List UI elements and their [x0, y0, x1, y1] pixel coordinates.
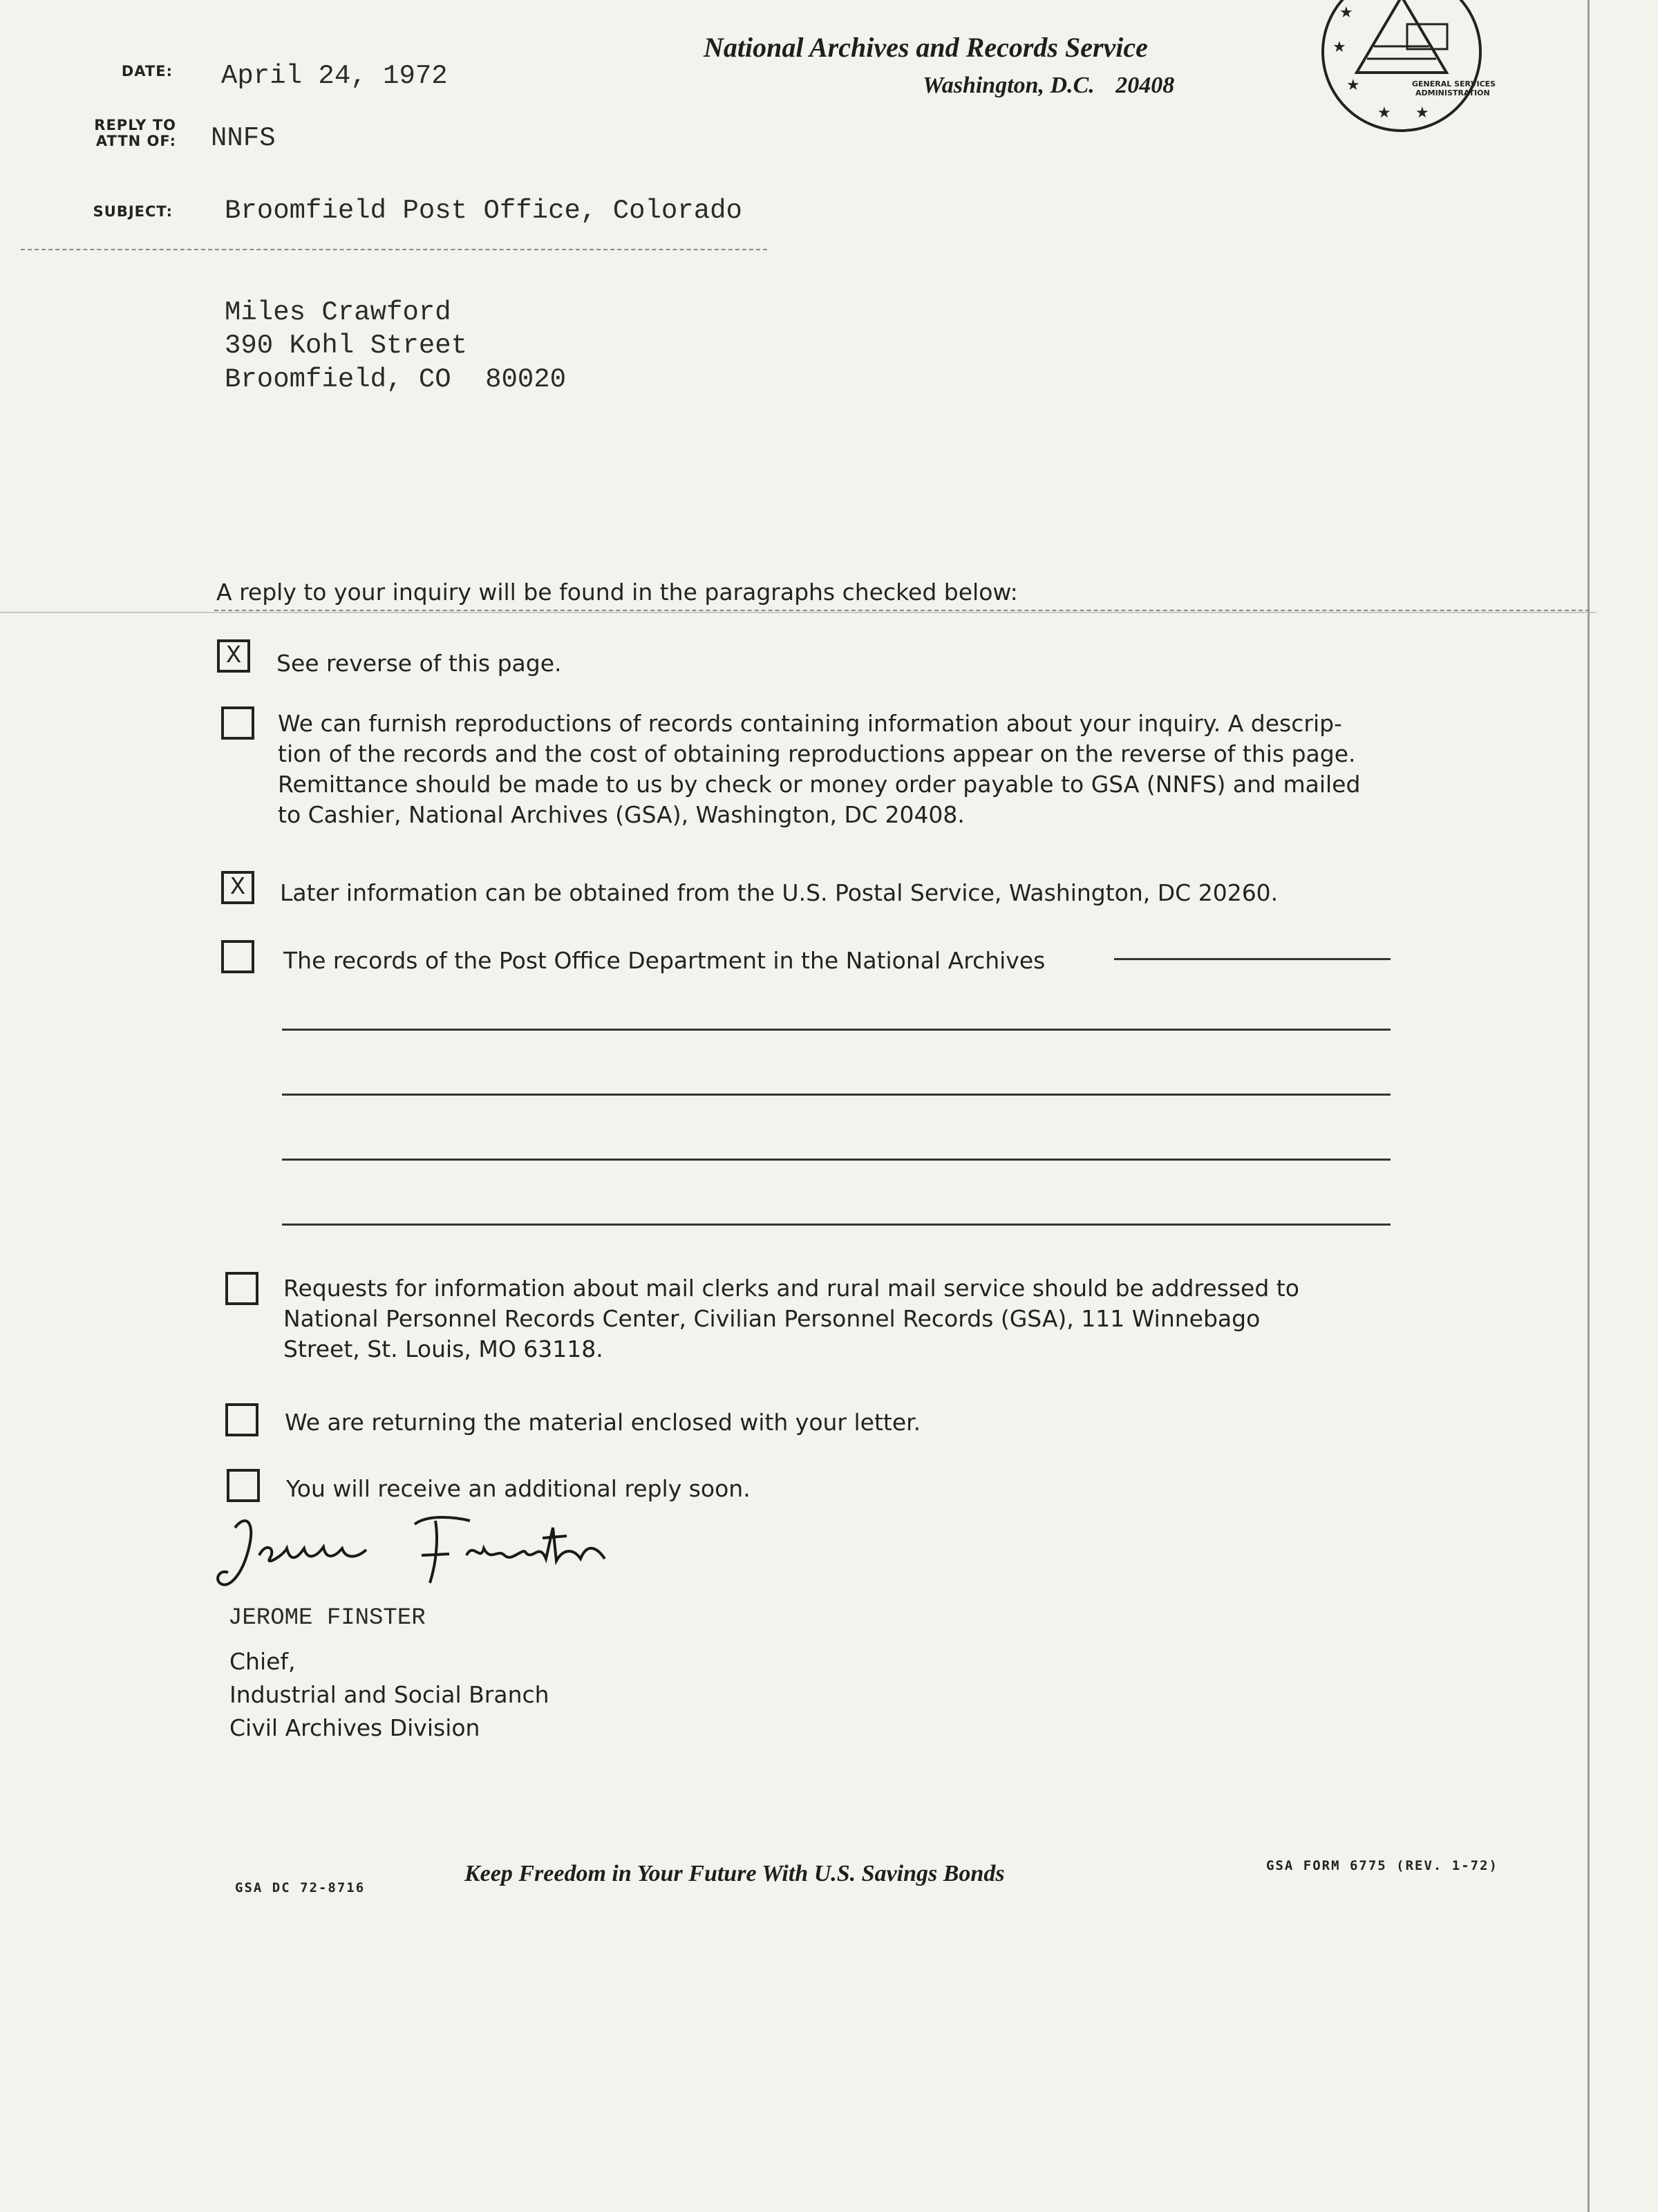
recipient-street: 390 Kohl Street	[225, 330, 468, 361]
recipient-name: Miles Crawford	[225, 297, 451, 328]
reply-to-label	[41, 118, 176, 149]
recipient-city-state: Broomfield, CO	[225, 364, 451, 395]
agency-zip: 20408	[1115, 73, 1175, 98]
gsa-seal-icon	[1319, 0, 1496, 135]
page-fold-line	[0, 612, 1596, 613]
reply-to-label-line2: ATTN OF:	[95, 133, 176, 149]
fill-in-line-2	[282, 1029, 1391, 1031]
item-reproductions-line1: We can furnish reproductions of records containing information about your inquiry. A descrip-	[278, 710, 1342, 737]
checkbox-mail-clerks[interactable]	[225, 1272, 258, 1305]
signer-title-line1: Chief,	[229, 1648, 296, 1675]
checkbox-mark: X	[230, 873, 245, 901]
item-mail-clerks-line1: Requests for information about mail clerks and rural mail service should be addressed to	[283, 1275, 1299, 1302]
intro-underline	[214, 610, 1590, 611]
recipient-city-line	[225, 364, 566, 395]
signer-title-line2: Industrial and Social Branch	[229, 1681, 549, 1708]
svg-text:★: ★	[1346, 76, 1360, 93]
svg-text:★: ★	[1415, 104, 1429, 121]
fill-in-line-5	[282, 1224, 1391, 1226]
handwritten-signature	[207, 1500, 677, 1611]
signer-title-line3: Civil Archives Division	[229, 1714, 480, 1741]
item-additional-reply-text: You will receive an additional reply soon.	[286, 1475, 751, 1502]
svg-text:★: ★	[1377, 104, 1391, 121]
signer-title	[229, 1645, 549, 1745]
item-postal-service-text: Later information can be obtained from the U.S. Postal Service, Washington, DC 20260.	[280, 879, 1279, 906]
checkbox-see-reverse[interactable]	[217, 639, 250, 673]
item-reproductions-line4: to Cashier, National Archives (GSA), Washington, DC 20408.	[278, 801, 965, 828]
item-mail-clerks-line3: Street, St. Louis, MO 63118.	[283, 1335, 603, 1362]
fill-in-line-4	[282, 1159, 1391, 1161]
svg-text:★: ★	[1339, 3, 1353, 21]
svg-text:ADMINISTRATION: ADMINISTRATION	[1415, 88, 1490, 97]
page-edge-line	[1588, 0, 1590, 2212]
item-reproductions-line3: Remittance should be made to us by check or money order payable to GSA (NNFS) and mailed	[278, 771, 1361, 798]
item-post-office-records-text: The records of the Post Office Department in the National Archives	[283, 947, 1046, 974]
item-reproductions-text	[278, 709, 1360, 830]
footer-form-number: GSA FORM 6775 (REV. 1-72)	[1266, 1858, 1498, 1873]
checkbox-post-office-records[interactable]	[221, 940, 254, 973]
checkbox-mark: X	[226, 641, 241, 670]
date-value: April 24, 1972	[221, 61, 448, 91]
subject-label: SUBJECT:	[93, 203, 173, 220]
svg-text:GENERAL SERVICES: GENERAL SERVICES	[1412, 79, 1496, 88]
reply-to-value: NNFS	[211, 123, 276, 153]
item-see-reverse-text: See reverse of this page.	[276, 650, 562, 677]
footer-dc-number: GSA DC 72-8716	[235, 1880, 366, 1895]
agency-city-name: Washington, D.C.	[923, 73, 1095, 98]
subject-value: Broomfield Post Office, Colorado	[225, 196, 742, 226]
intro-text: A reply to your inquiry will be found in the paragraphs checked below:	[216, 579, 1018, 606]
checkbox-returning-material[interactable]	[225, 1403, 258, 1436]
fill-in-line-3	[282, 1094, 1391, 1096]
item-mail-clerks-line2: National Personnel Records Center, Civilian Personnel Records (GSA), 111 Winnebago	[283, 1305, 1261, 1332]
checkbox-additional-reply[interactable]	[227, 1469, 260, 1502]
agency-city	[923, 73, 1174, 99]
subject-underline	[21, 249, 767, 250]
footer-savings-bonds: Keep Freedom in Your Future With U.S. Savings Bonds	[464, 1861, 1005, 1886]
date-label: DATE:	[121, 63, 173, 79]
item-mail-clerks-text	[283, 1273, 1299, 1365]
item-reproductions-line2: tion of the records and the cost of obtaining reproductions appear on the reverse of this page.	[278, 740, 1356, 767]
fill-in-line-1	[1114, 958, 1391, 960]
item-returning-material-text: We are returning the material enclosed with your letter.	[285, 1409, 921, 1436]
checkbox-reproductions[interactable]	[221, 706, 254, 740]
checkbox-postal-service[interactable]	[221, 871, 254, 904]
svg-text:★: ★	[1332, 38, 1346, 55]
reply-to-label-line1: REPLY TO	[94, 117, 176, 133]
agency-name: National Archives and Records Service	[704, 32, 1148, 63]
signer-name: JEROME FINSTER	[228, 1605, 426, 1631]
recipient-zip: 80020	[485, 364, 567, 395]
